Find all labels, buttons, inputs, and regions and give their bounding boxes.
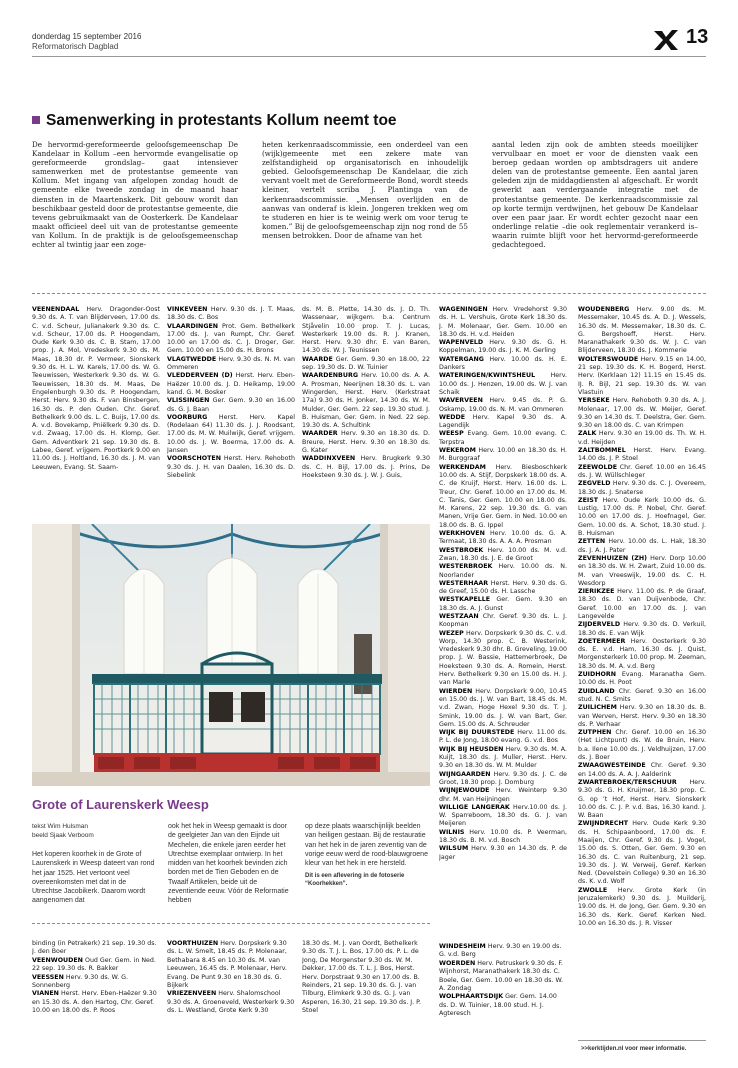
listing-text: Herv. Oosterkerk 9.30 ds. E. v.d. Ham, 16.30 ds. J. Quist, Morgensterkerk 10.00 prop. M. Zeeman, 18.30 ds. M. A. v.d. Berg [578, 637, 706, 670]
listing-entry [32, 957, 160, 974]
listing-text: Herv. Petruskerk 9.30 ds. F. Wijnhorst, Maranathakerk 18.30 ds. C. Boele, Ger. Gem. 10.00 en 18.30 ds. W. A. Zondag [439, 959, 564, 993]
koorhek-photo [32, 524, 430, 786]
listing-entry [578, 704, 706, 729]
header-date: donderdag 15 september 2016 [32, 32, 142, 41]
listing-text: Herv. Oude Kerk 9.30 ds. H. Schipaanboord, 17.00 ds. F. Maaijen, Chr. Geref. 9.30 ds. J. Vogel, 15.00 ds. S. Otten, Ger. Gem. 9.30 en 16.30 ds. C. van Ruitenburg, 21 sep. 19.30 ds. J. W. Verweij, Geref. Kerken Ned. (Develstein College) 9.30 en 16.30 ds. K. v.d. Wolf [578, 820, 706, 886]
listing-place: WERKHOVEN [439, 530, 485, 538]
listing-text: Herv. 9.30 ds. D. Verkuil, 18.30 ds. E. van Wijk [578, 621, 706, 637]
listing-text: Herv. 10.00 ds. M. v.d. Zwan, 18.30 ds. J. E. de Groot [439, 546, 567, 562]
photo-credits [32, 822, 94, 840]
listing-entry [439, 630, 567, 688]
listing-place: VEENWOUDEN [32, 956, 83, 964]
listing-place: VRIEZENVEEN [167, 990, 217, 998]
footer-rule [578, 1040, 706, 1041]
listing-entry [439, 530, 567, 547]
listing-text: Herv. 9.30 ds. J. C. de Groot, 18.30 prop. J. Domburg [439, 770, 567, 786]
listing-text: Herv.10.00 ds. J. W. Sparreboom, 18.30 ds. G. J. van Meijeren [439, 803, 567, 828]
listing-text: Herv. Dragonder-Oost 9.30 ds. A. T. van Blijderveen, 17.00 ds. C. v.d. Scheur, Julianakerk 9.30 ds. C. v.d. Scheur, 17.00 ds. P. Hoogendam, Oude Kerk 9.30 ds. C. B. Stam, 17.00 prop. J. A. Mol, Vredeskerk 9.30 ds. M. Maas, 18.30 dr. P. Vermeer, Sionskerk 9.30 ds. H. L. W. Karels, 17.00 ds. W. G. Teeuwissen, Westerkerk 9.30 ds. W. G. Teeuwissen, 18.30 ds. M. Maas, De Engelenburgh 9.30 ds. P. Hoogendam, Herst. Herv. 9.30 ds. F. van Binsbergen, 16.30 ds. P. den Ouden. Chr. Geref. Bethelkerk 9.00 ds. L. C. Buijs, 17.00 ds. A. v.d. Bovekamp, Pniëlkerk 9.30 ds. D. v.d. Zwaag, 17.00 ds. H. Klomp, Ger. Gem. Adventkerk 21 sep. 19.30 ds. B. Labee, Geref. vrijgem. Poortkerk 9.00 en 11.00 ds. J. Holtland, 16.30 ds. J. M. van Leeuwen, Evang. St. Saam- [32, 306, 160, 471]
listing-text: Herv. 10.00 ds. A. A. A. Prosman, Neerijnen 18.30 ds. L. van Wingerden, Herst. Herv. (Kerkstraat 17a) 9.30 ds. H. Jonker, 14.30 ds. W. M. Mulder, Ger. Gem. 22 sep. 19.30 stud. J. B. Huisman, Ger. Gem. in Ned. 22 sep. 19.30 ds. A. Schultink [302, 372, 430, 430]
listing-text: Herv. Dorpskerk 9.00, 10.45 en 15.00 ds. J. W. van Bart, 18.45 ds. M. v.d. Zwan, Hoge Hexel 9.30 ds. T. J. Smink, 19.00 ds. J. W. van Bart, Ger. Gem. 15.00 ds. A. Schreuder [439, 687, 567, 728]
listing-column-2 [167, 306, 295, 521]
listing-text: Herv. 9.30 ds. M. A. Kuijt, 18.30 ds. J. Muller, Herst. Herv. 9.30 en 18.30 ds. W. M. Mulder [439, 745, 567, 770]
listing-entry [439, 845, 567, 862]
listing-text: Herv. Biesboschkerk 10.00 ds. A. Stijf, Dorpskerk 18.00 ds. A. C. de Kruijf, Herst. Herv. 16.00 ds. L. Treur, Chr. Geref. 10.00 en 17.00 ds. M. C. Tanis, Ger. Gem. 10.00 en 18.00 ds. M. Karens, 22 sep. 19.30 ds. G. van Manen, Vrije Ger. Gem. in Ned. 10.00 en 18.00 ds. B. G. Ippel [439, 463, 567, 529]
text-credit: tekst Wim Hulsman [32, 823, 88, 830]
listing-text: Herv. Brugkerk 9.30 ds. C. H. Bijl, 17.00 ds. J. Prins, De Hoeksteen 9.30 ds. J. W. J. Guis, [302, 455, 430, 479]
listing-place: VOORSCHOTEN [167, 455, 221, 463]
article-title: Samenwerking in protestants Kollum neemt toe [46, 112, 397, 129]
listing-text: Chr. Geref. 9.30 ds. L. J. Koopman [439, 612, 567, 629]
listing-entry [578, 588, 706, 621]
photo-title: Grote of Laurenskerk Weesp [32, 797, 209, 812]
listing-place: ZIJDERVELD [578, 621, 621, 629]
listing-entry [578, 397, 706, 430]
photo-caption-1: Het koperen koorhek in de Grote of Laurenskerk in Weesp dateert van rond het jaar 1525. Het vertoont veel overeenkomsten met dat in de Utrechtse Jacobikerk. Daarom wordt aangenomen dat [32, 851, 155, 905]
listing-text: Herst. Herv. 9.30 ds. G. de Greef, 15.00 ds. H. Lassche [439, 579, 567, 596]
listing-place: YERSEKE [578, 397, 610, 405]
lower-listing-column-3 [302, 940, 430, 1040]
listing-place: VLAARDINGEN [167, 322, 219, 330]
listing-place: ZALTBOMMEL [578, 447, 626, 455]
photo-caption-3: op deze plaats waarschijnlijk beelden van heiligen gestaan. Bij de restauratie van het hek in de jaren zeventig van de vorige eeuw werd de rood-blauwgroene kleur van het hek in ere hersteld. [305, 823, 428, 868]
listing-place: WESTERBROEK [439, 563, 493, 571]
listing-text: Herv. Shalomschool 9.30 ds. A. Groeneveld, Westerkerk 9.30 ds. L. Westland, Grote Kerk 9.30 [167, 990, 295, 1015]
listing-place: WOERDEN [439, 959, 476, 967]
listing-place: ZIERIKZEE [578, 588, 615, 596]
listing-place: VLAGTWEDDE [167, 355, 217, 363]
listing-entry [302, 455, 430, 480]
listing-entry [578, 447, 706, 464]
listing-entry [578, 621, 706, 638]
listing-text: Herst. Herv. Rehoboth 9.30 ds. J. H. van Daalen, 16.30 ds. D. Siebelink [167, 455, 295, 479]
church-interior-image [32, 524, 430, 786]
listing-text: Herv. Kapel 9.30 ds. A. Lagendijk [439, 413, 567, 430]
listing-text: Herv. Dorpskerk 9.30 ds. C. v.d. Worp, 14.30 prop. C. B. Westerink, Vredeskerk 9.30 dhr. B. Greveling, 19.00 prop. J. W. Bassie, Hattemerbroek, De Hoeksteen 9.30 ds. A. Romein, Herst. Herv. Bethelkerk 9.30 en 15.00 ds. H. J. van Marle [439, 629, 567, 687]
listing-entry [578, 762, 706, 779]
listing-place: ZWIJNDRECHT [578, 820, 629, 828]
listing-place: ZUIDLAND [578, 687, 615, 695]
listing-text: Herv. Oude Kerk 10.00 ds. G. Lustig, 17.00 ds. P. Nobel, Chr. Geref. 10.00 en 17.00 ds. J. Hoefnagel, Ger. Gem. 10.00 ds. A. Schot, 18.30 stud. J. B. Huisman [578, 496, 706, 538]
listing-text: Herv. 9.30 ds. W. G. Sonnenberg [32, 973, 128, 990]
listing-entry [32, 940, 160, 957]
listing-entry [439, 829, 567, 846]
listing-entry [167, 397, 295, 414]
listing-entry [32, 306, 160, 472]
article-column-2: heten kerkenraadscommissie, een onderdeel van een (wijk)gemeente met een zekere mate van zelfstandigheid op organisatorisch en inhoudelijk gebied. Geloofsgemeenschap De Kandelaar, die zich vervant voelt met de Gereformeerde Bond, wordt steeds kleiner, vertelt scriba J. Plantinga van de kerkenraadscommissie. „Mensen overlijden en de aanwas van onderaf is klein. Jongeren trekken weg om te studeren en hier is te weinig werk om voor terug te komen.” Bij de geloofsgemeenschap zijn nog rond de 55 mensen betrokken. Door de afname van het [262, 140, 468, 240]
listing-entry [439, 356, 567, 373]
listing-text: Herv. 9.30 ds. J. T. Maas, 18.30 ds. C. Bos [167, 306, 295, 322]
listing-text: Evang. Gem. 10.00 evang. C. Terpstra [439, 430, 567, 446]
listing-place: ZUIDHORN [578, 671, 616, 679]
listing-entry [578, 688, 706, 705]
listing-place: WEZEP [439, 629, 464, 637]
article-column-1: De hervormd-gereformeerde geloofsgemeenschap De Kandelaar in Kollum –een hervormde evangelisatie op gereformeerde grondslag– gaat intensiever samenwerken met de protestantse gemeente van Kollum. Met ingang van afgelopen zondag houdt de gemeente elke tweede zondag in de maand haar diensten in de Maartenskerk. Dit gebouw wordt dan beschikbaar gesteld door de protestantse gemeente, die tevens gebruikmaakt van de Oosterkerk. De Kandelaar maakt officieel deel uit van de protestantse gemeente van Kollum. In de praktijk is de geloofsgemeenschap echter al twintig jaar een zoge- [32, 140, 238, 250]
listing-entry [578, 538, 706, 555]
listing-place: ZWARTEBROEK/TERSCHUUR [578, 778, 677, 786]
photo-credit: beeld Sjaak Verboom [32, 832, 94, 839]
listing-text: Herst. Herv. Eben-Haëzer 9.30 en 15.30 ds. A. den Hartog, Chr. Geref. 10.00 en 18.00 ds. P. Roos [32, 990, 157, 1015]
listing-text: Chr. Geref. 10.00 en 16.30 (Het Lichtpunt) ds. W. de Bruin, Herv. b.a. Ilene 10.00 ds. J. Veldhuijzen, 17.00 ds. J. Boer [578, 729, 706, 762]
listing-place: WOLTERSWOUDE [578, 355, 639, 363]
listing-place: ZEIST [578, 496, 599, 504]
lower-listing-column-4 [439, 943, 567, 1043]
listing-text: binding (in Petrakerk) 21 sep. 19.30 ds. J. den Boer [32, 940, 157, 956]
listing-entry [439, 943, 567, 960]
listing-place: WILLIGE LANGERAK [439, 803, 510, 811]
listing-text: Herst. Herv. Eben-Haëzer 10.00 ds. J. D. Heikamp, 19.00 kand. G. M. Bosker [167, 372, 295, 396]
listing-place: WOUDENBERG [578, 306, 630, 313]
listing-text: Herv. 9.15 en 14.00, 21 sep. 19.30 ds. K. H. Bogerd, Herst. Herv. (Kerklaan 12) 11.15 en 15.45 ds. IJ. R. Bijl, 21 sep. 19.30 ds. W. van Vlastuin [578, 355, 706, 396]
listing-entry [32, 974, 160, 991]
listing-place: WERKENDAM [439, 463, 486, 471]
listing-entry [167, 306, 295, 323]
series-note: Dit is een aflevering in de fotoserie “Koorhekken”. [305, 873, 405, 887]
listing-text: Herv. 9.30 ds. G. H. Koppelman, 19.00 ds. J. K. M. Gerling [439, 339, 567, 355]
listing-place: VLISSINGEN [167, 397, 210, 405]
section-divider [32, 293, 706, 294]
listing-place: WAVERVEEN [439, 397, 483, 405]
listing-place: WEESP [439, 430, 464, 438]
listing-entry [167, 356, 295, 373]
listing-entry [439, 960, 567, 994]
listing-place: WEKEROM [439, 447, 476, 455]
listing-text: Herv. Vredehorst 9.30 ds. H. L. Vershuis, Grote Kerk 18.30 ds. J. M. Molenaar, Ger. Gem. 10.00 en 18.30 ds. H. v.d. Heiden [439, 306, 567, 338]
listing-text: Herst. Herv. Evang. 14.00 ds. J. P. Stoel [578, 447, 706, 463]
listing-text: Herv. 10.00 ds. N. Noorlander [439, 563, 567, 579]
listing-place: WESTZAAN [439, 612, 479, 620]
listing-text: Evang. Maranatha Gem. 10.00 ds. H. Poot [578, 671, 706, 687]
listing-entry [167, 372, 295, 397]
kerktijden-link[interactable]: >>kerktijden.nl voor meer informatie. [581, 1046, 687, 1052]
listing-text: Herv. 11.00 ds. P. L. de Jong, 18.00 evang. G. v.d. Bos [439, 729, 567, 745]
listing-column-4 [439, 306, 567, 1036]
listing-entry [578, 820, 706, 886]
listing-place: WILSUM [439, 845, 469, 853]
listing-entry [439, 464, 567, 530]
listing-place: WADDINXVEEN [302, 455, 356, 463]
listing-place: ZUILICHEM [578, 704, 617, 712]
listing-place: ZUTPHEN [578, 729, 612, 737]
headline-marker-icon [32, 116, 40, 124]
listing-place: VOORTHUIZEN [167, 940, 219, 947]
listing-place: WATERGANG [439, 355, 484, 363]
listing-text: Herv. 10.00 ds. P. Veerman, 18.30 ds. B. M. v.d. Bosch [439, 828, 567, 844]
listing-entry [578, 887, 706, 928]
article-headline [32, 112, 397, 130]
listing-text: Herv. 9.30 ds. N. M. van Ommeren [167, 355, 295, 372]
rd-logo-icon [652, 28, 680, 52]
listing-entry [578, 671, 706, 688]
listing-text: Ger. Gem. 14.00 ds. D. W. Tuinier, 18.00 stud. H. J. Agteresch [439, 993, 557, 1018]
listing-entry [439, 447, 567, 464]
listing-text: Chr. Geref. 10.00 en 16.45 ds. J. W. Wüllschleger [578, 463, 706, 479]
listing-text: Oud Ger. Gem. in Ned. 22 sep. 19.30 ds. R. Bakker [32, 956, 156, 973]
listing-place: WIJNJEWOUDE [439, 787, 490, 795]
listing-place: WINDESHEIM [439, 943, 486, 950]
listing-entry [578, 779, 706, 820]
lower-listing-column-1 [32, 940, 160, 1040]
listing-place: WAARDENBURG [302, 372, 358, 380]
listing-text: Chr. Geref. 9.30 en 16.00 stud. N. C. Smits [578, 687, 706, 703]
listing-place: WESTERHAAR [439, 579, 489, 587]
listing-entry [578, 638, 706, 671]
header-rule [32, 56, 706, 57]
listing-place: ZWOLLE [578, 886, 608, 894]
listing-text: Ger. Gem. 9.30 en 16.00 ds. G. J. Baan [167, 397, 295, 413]
listing-entry [439, 563, 567, 580]
listing-entry [32, 990, 160, 1015]
listing-entry [302, 356, 430, 373]
listing-text: Herv. 10.00 ds. J. Henzen, 19.00 ds. W. J. van Schaik [439, 372, 567, 396]
listing-place: WESTBROEK [439, 546, 484, 554]
listing-entry [302, 430, 430, 455]
listing-place: WOLPHAARTSDIJK [439, 993, 504, 1001]
lower-divider [32, 923, 430, 924]
listing-entry [578, 464, 706, 481]
listing-entry [439, 339, 567, 356]
listing-entry [439, 306, 567, 339]
listing-entry [439, 688, 567, 729]
listing-entry [302, 940, 430, 1016]
listing-entry [439, 771, 567, 788]
listing-entry [439, 993, 567, 1018]
listing-place: ZWAAGWESTEINDE [578, 762, 646, 770]
listing-entry [439, 397, 567, 414]
listing-column-5 [578, 306, 706, 1036]
listing-place: WIJNGAARDEN [439, 770, 491, 778]
listing-entry [167, 940, 295, 990]
listing-place: VEESSEN [32, 973, 64, 981]
listing-entry [439, 596, 567, 613]
listing-entry [439, 804, 567, 829]
listing-entry [439, 547, 567, 564]
listing-entry [439, 746, 567, 771]
listing-text: Herv. 10.00 ds. G. A. Termaat, 18.30 ds. A. A. A. Prosman [439, 530, 567, 546]
header-paper-name: Reformatorisch Dagblad [32, 42, 119, 51]
listing-entry [578, 555, 706, 588]
listing-place: WILNIS [439, 828, 465, 836]
listing-text: Herv. 10.00 ds. L. Hak, 18.30 ds. J. A. J. Pater [578, 538, 706, 554]
listing-text: Ger. Gem. 9.30 en 18.30 ds. A. J. Gunst [439, 596, 567, 612]
listing-place: VEENENDAAL [32, 306, 80, 313]
listing-entry [439, 580, 567, 597]
listing-place: VOORBURG [167, 413, 208, 421]
listing-text: Herst. Herv. Kapel (Rodelaan 64) 11.30 ds. J. J. Roodsant, 17.00 ds. M. W. Muilwijk, Geref. vrijgem. 10.00 ds. J. W. Boerma, 17.00 ds. A. Jansen [167, 413, 295, 455]
listing-text: Ger. Gem. 9.30 en 18.00, 22 sep. 19.30 ds. D. W. Tuinier [302, 355, 430, 372]
listing-place: WIJK BIJ DUURSTEDE [439, 729, 515, 737]
listing-place: VLEDDERVEEN (D) [167, 372, 233, 380]
listing-text: Chr. Geref. 9.30 en 14.00 ds. A. A. J. Aalderink [578, 762, 706, 778]
listing-place: VINKEVEEN [167, 306, 208, 313]
listing-place: ZETTEN [578, 538, 606, 546]
listing-place: ZALK [578, 430, 597, 438]
listing-place: WAARDE [302, 355, 333, 363]
listing-text: Herv. 10.00 ds. H. E. Dankers [439, 355, 567, 372]
listing-text: Herv. 9.30 en 18.30 ds. D. Breure, Herst. Herv. 9.30 en 18.30 ds. G. Kater [302, 430, 430, 455]
listing-text: Herv. Dorp 10.00 en 18.30 ds. W. H. Zwart, Zuid 10.00 ds. M. van Vreeswijk, 19.00 ds. C. H. Wesdorp [578, 554, 706, 587]
listing-entry [167, 455, 295, 480]
listing-place: WAGENINGEN [439, 306, 488, 313]
listing-entry [302, 306, 430, 356]
listing-text: Herv. 10.00 en 18.30 ds. H. M. Burggraaf [439, 447, 567, 463]
listing-entry [578, 430, 706, 447]
listing-text: Herv. Grote Kerk (in Jeruzalemkerk) 9.30 ds. J. Muilderij, 19.00 ds. H. de Jong, Ger. Gem. 9.30 en 16.30 ds. Kerk. Geref. Kerken Ned. 10.00 en 16.30 ds. J. R. Visser [578, 886, 706, 927]
page-number: 13 [686, 26, 709, 48]
listing-text: Herv. 9.30 en 19.00 ds. G. v.d. Berg [439, 943, 562, 959]
listing-entry [439, 430, 567, 447]
listing-place: WAPENVELD [439, 339, 484, 347]
listing-entry [439, 787, 567, 804]
listing-place: WAARDER [302, 430, 338, 438]
listing-entry [167, 414, 295, 455]
listing-column-1 [32, 306, 160, 521]
listing-text: Prot. Gem. Bethelkerk 17.00 ds. J. van Rumpt, Chr. Geref. 10.00 en 17.00 ds. C. J. Droger, Ger. Gem. 10.00 en 15.00 ds. H. Brons [167, 322, 295, 355]
listing-entry [578, 729, 706, 762]
listing-text: Herv. 9.30 en 18.30 ds. B. van Werven, Herst. Herv. 9.30 en 18.30 ds. P. Verhaar [578, 704, 706, 728]
lower-listing-column-2 [167, 940, 295, 1040]
listing-entry [439, 613, 567, 630]
listing-text: Herv. 9.45 ds. P. G. Oskamp, 19.00 ds. N. M. van Ommeren [439, 397, 567, 413]
listing-text: Herv. 9.30 en 14.30 ds. P. de Jager [439, 845, 567, 861]
listing-text: Herv. 11.00 ds. P. de Graaf, 18.30 ds. D. van Duijvenbode, Chr. Geref. 10.00 en 17.00 ds. J. van Langevelde [578, 588, 706, 620]
listing-entry [578, 497, 706, 538]
listing-entry [167, 323, 295, 356]
listing-place: ZEEWOLDE [578, 463, 618, 471]
article-column-3: aantal leden zijn ook de ambten steeds moeilijker vervulbaar en moet er voor de diensten vaak een beroep gedaan worden op ambtsdragers uit andere delen van de protestantse gemeente. Een aantal jaren geleden zijn de middagdiensten al afgeschaft. Er wordt gewerkt aan verdergaande integratie met de protestantse gemeente. De kerkenraadscommissie zal op korte termijn verdwijnen, het gebouw De Kandelaar over een paar jaar. Er wordt echter gezocht naar een onderlinge relatie –die ook reglementair verankerd is– waarin ruimte blijft voor het hervormd-gereformeerde gedachtegoed. [492, 140, 698, 250]
listing-entry [167, 990, 295, 1015]
listing-place: ZEVENHUIZEN (ZH) [578, 554, 648, 562]
listing-text: Herv. Rehoboth 9.30 ds. A. J. Molenaar, 17.00 ds. W. Meijer, Geref. 9.30 en 14.30 ds. T. Deelstra, Ger. Gem. 9.30 en 18.00 ds. C. van Krimpen [578, 397, 706, 430]
listing-place: WIJK BIJ HEUSDEN [439, 745, 504, 753]
listing-entry [439, 414, 567, 431]
listing-text: Herv. 9.30 ds. C. J. Overeem, 18.30 ds. J. Snaterse [578, 480, 706, 496]
listing-text: Herv. 9.30 en 19.00 ds. Th. W. H. v.d. Heijden [578, 430, 706, 446]
listing-place: WATERINGEN/KWINTSHEUL [439, 372, 536, 380]
listing-place: WEDDE [439, 413, 466, 421]
listing-place: ZOETERMEER [578, 637, 626, 645]
photo-caption-2: ook het hek in Weesp gemaakt is door de geelgieter Jan van den Eijnde uit Mechelen, die enkele jaren eerder het Utrechtse exemplaar ontwierp. In het midden van het koorhek bevinden zich borden met de Tien Geboden en de Twaalf Artikelen, beide uit de zeventiende eeuw. Vóór de Reformatie hebben [168, 823, 289, 905]
listing-place: WESTKAPELLE [439, 596, 491, 604]
listing-entry [578, 480, 706, 497]
listing-entry [302, 372, 430, 430]
listing-text: Herv. Weinterp 9.30 dhr. M. van Heijningen [439, 787, 567, 803]
listing-entry [439, 729, 567, 746]
listing-place: ZEGVELD [578, 480, 611, 488]
listing-text: Herv. 9.00 ds. M. Messemaker, 10.45 ds. A. D. J. Wessels, 16.30 ds. M. Messemaker, 18.30 ds. C. G. Bergshoeff, Herst. Herv. Maranathakerk 9.30 ds. W. J. C. van Blijderveen, 18.30 ds. J. Kommerie [578, 306, 706, 355]
listing-text: ds. M. B. Plette, 14.30 ds. J. D. Th. Wassenaar, wijkgem. b.a. Centrum Stjåvelin 10.00 prop. T. J. Lucas, Westerkerk 19.00 ds. R. J. Kranen, Herst. Herv. 9.30 dhr. E. van Baren, 14.30 ds. W. J. Teunissen [302, 306, 430, 355]
listing-entry [578, 356, 706, 397]
listing-text: Herv. Dorpskerk 9.30 ds. L. W. Smelt, 18.45 ds. P. Molenaar, Bethabara 8.45 en 10.30 ds. M. van Leeuwen, 16.45 ds. P. Molenaar, Herv. Evang. De Punt 9.30 en 18.30 ds. G. Bijkerk [167, 940, 287, 990]
listing-text: 18.30 ds. M. J. van Oordt, Bethelkerk 9.30 ds. T. J. L. Bos, 17.00 ds. P. L. de Jong, De Morgenster 9.30 ds. W. M. Dekker, 17.00 ds. T. L. J. Bos, Herst. Herv. Dorpstraat 9.30 en 17.00 ds. B. Reinders, 21 sep. 19.30 ds. G. J. van Tilburg, Elimkerk 9.30 ds. G. J. van Asperen, 16.30, 21 sep. 19.30 ds. J. P. Stoel [302, 940, 421, 1015]
listing-entry [439, 372, 567, 397]
listing-place: WIERDEN [439, 687, 473, 695]
listing-column-3 [302, 306, 430, 521]
listing-entry [578, 306, 706, 356]
listing-text: Herv. 9.30 ds. G. H. Kruijmer, 18.30 prop. C. G. op ’t Hof, Herst. Herv. Sionskerk 10.00 ds. C. J. P. v.d. Bas, 16.30 kand. J. W. Baan [578, 778, 706, 820]
listing-place: VIANEN [32, 990, 59, 998]
